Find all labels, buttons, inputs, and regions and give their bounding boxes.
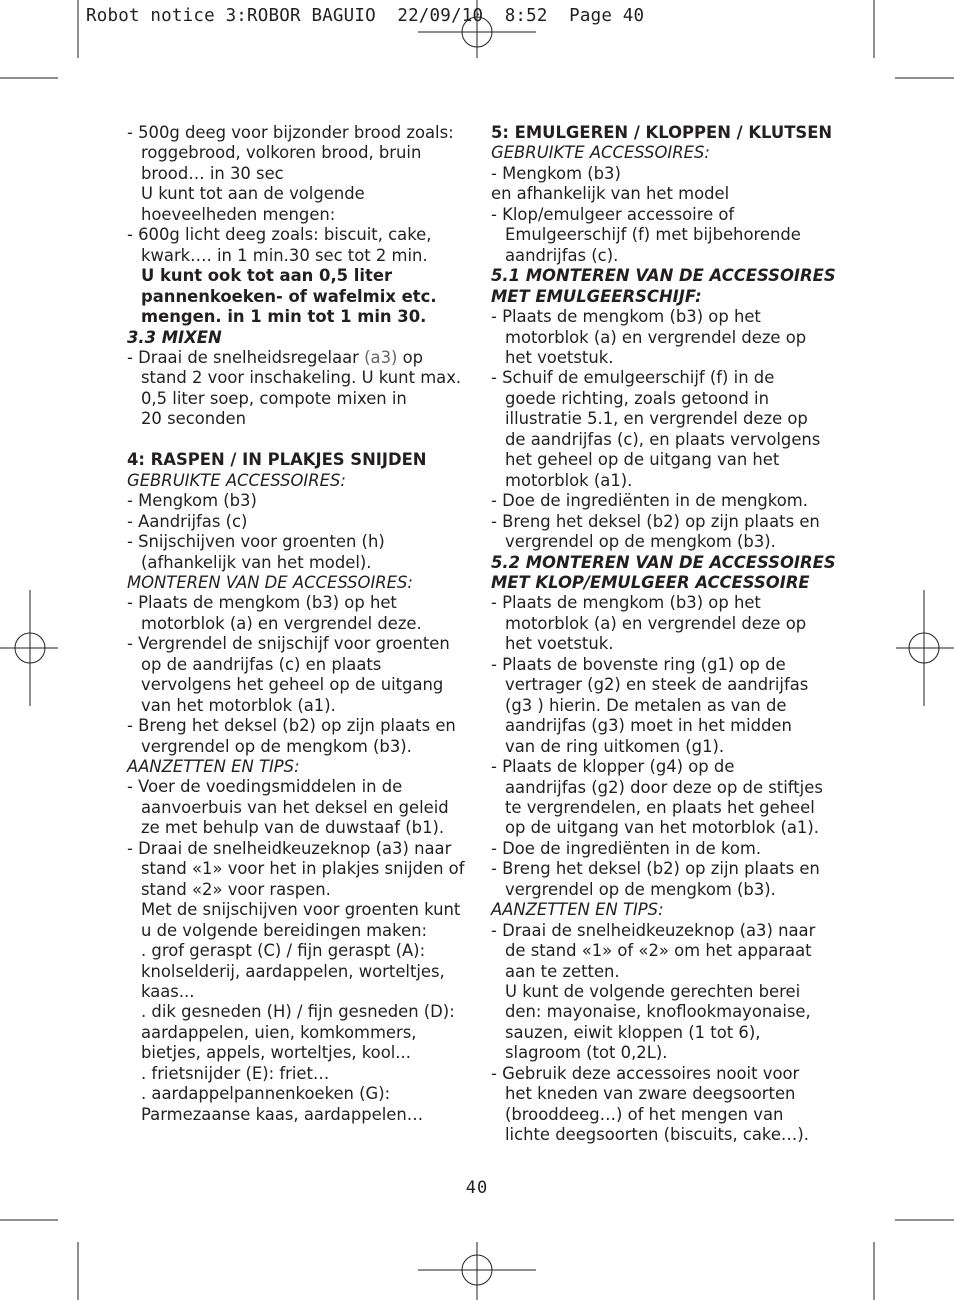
text-line: het kneden van zware deegsoorten — [505, 1084, 796, 1104]
text-line: bietjes, appels, worteltjes, kool... — [141, 1043, 411, 1063]
text-line: de aandrijfas (c), en plaats vervolgens — [505, 429, 821, 449]
text-line: motorblok (a) en vergrendel deze op — [505, 613, 807, 633]
subheading: GEBRUIKTE ACCESSOIRES: — [491, 143, 710, 163]
text-line: - Snijschijven voor groenten (h) — [127, 532, 385, 552]
text-line: goede richting, zoals getoond in — [505, 388, 769, 408]
text-line: roggebrood, volkoren brood, bruin — [141, 143, 422, 163]
text-line: . aardappelpannenkoeken (G): — [141, 1084, 391, 1104]
section-heading-5-1: MET EMULGEERSCHIJF: — [491, 286, 702, 306]
subheading: AANZETTEN EN TIPS: — [491, 900, 664, 920]
text-line: motorblok (a) en vergrendel deze. — [141, 613, 422, 633]
right-column — [491, 123, 836, 1146]
text-line: - Voer de voedingsmiddelen in de — [127, 777, 403, 797]
text-line: - Klop/emulgeer accessoire of — [491, 204, 735, 224]
section-heading-5-2: 5.2 MONTEREN VAN DE ACCESSOIRES — [491, 552, 836, 572]
text-line: - Schuif de emulgeerschijf (f) in de — [491, 368, 775, 388]
text-line: aan te zetten. — [505, 961, 620, 981]
text-line: op de aandrijfas (c) en plaats — [141, 654, 382, 674]
text-line: vergrendel op de mengkom (b3). — [505, 879, 776, 899]
subheading: AANZETTEN EN TIPS: — [127, 757, 300, 777]
text-line: stand 2 voor inschakeling. U kunt max. — [141, 368, 462, 388]
text-line: Parmezaanse kaas, aardappelen… — [141, 1104, 424, 1124]
text-line: aandrijfas (g2) door deze op de stiftjes — [505, 777, 823, 797]
text-run-gray: (a3) — [364, 347, 398, 367]
text-line: stand «1» voor het in plakjes snijden of — [141, 859, 465, 879]
text-line: de stand «1» of «2» om het apparaat — [505, 941, 812, 961]
section-heading-5-1: 5.1 MONTEREN VAN DE ACCESSOIRES — [491, 266, 836, 286]
printer-slug: Robot notice 3:ROBOR BAGUIO 22/09/10 8:52 Page 40 — [86, 6, 645, 26]
text-line: het voetstuk. — [505, 634, 614, 654]
text-line: - Mengkom (b3) — [491, 163, 621, 183]
text-line: aardappelen, uien, komkommers, — [141, 1022, 417, 1042]
text-line: motorblok (a1). — [505, 470, 633, 490]
text-line: - Plaats de bovenste ring (g1) op de — [491, 654, 786, 674]
text-line: - Mengkom (b3) — [127, 491, 257, 511]
text-line: den: mayonaise, knoflookmayonaise, — [505, 1002, 811, 1022]
text-line: en afhankelijk van het model — [491, 184, 730, 204]
page-number: 40 — [465, 1178, 489, 1198]
section-heading-emulgeren: 5: EMULGEREN / KLOPPEN / KLUTSEN — [491, 123, 833, 142]
text-line: het voetstuk. — [505, 347, 614, 367]
text-line: aandrijfas (c). — [505, 245, 619, 265]
text-line: brood… in 30 sec — [141, 163, 284, 183]
text-line: - Plaats de mengkom (b3) op het — [491, 593, 761, 613]
text-line: - Breng het deksel (b2) op zijn plaats en — [127, 716, 456, 736]
text-line: U kunt de volgende gerechten berei — [505, 982, 801, 1002]
text-line: knolselderij, aardappelen, worteltjes, — [141, 961, 445, 981]
subheading: MONTEREN VAN DE ACCESSOIRES: — [127, 572, 413, 592]
text-line: mengen. in 1 min tot 1 min 30. — [141, 307, 427, 327]
text-line: vergrendel op de mengkom (b3). — [141, 736, 412, 756]
left-column — [127, 123, 467, 1125]
text-line: ze met behulp van de duwstaaf (b1). — [141, 818, 445, 838]
text-line: het geheel op de uitgang van het — [505, 450, 780, 470]
text-line: Emulgeerschijf (f) met bijbehorende — [505, 225, 801, 245]
text-line: hoeveelheden mengen: — [141, 204, 336, 224]
text-line: - Draai de snelheidkeuzeknop (a3) naar — [127, 838, 452, 858]
section-heading-mixen: 3.3 MIXEN — [127, 327, 222, 347]
text-line: - Doe de ingrediënten in de kom. — [491, 838, 762, 858]
registration-mark-left — [0, 590, 58, 706]
spacer — [127, 430, 467, 450]
text-line: U kunt ook tot aan 0,5 liter — [141, 266, 393, 286]
text-run: - Draai de snelheidsregelaar — [127, 347, 365, 367]
text-line: vergrendel op de mengkom (b3). — [505, 532, 776, 552]
text-line: sauzen, eiwit kloppen (1 tot 6), — [505, 1022, 761, 1042]
text-line: - Gebruik deze accessoires nooit voor — [491, 1063, 800, 1083]
text-line: te vergrendelen, en plaats het geheel — [505, 797, 815, 817]
text-line: kaas... — [141, 982, 195, 1002]
text-line: - Vergrendel de snijschijf voor groenten — [127, 634, 450, 654]
registration-mark-bottom — [418, 1242, 536, 1300]
text-line: . dik gesneden (H) / fijn gesneden (D): — [141, 1002, 455, 1022]
text-line: motorblok (a) en vergrendel deze op — [505, 327, 807, 347]
text-line: van het motorblok (a1). — [141, 695, 336, 715]
text-line: - Breng het deksel (b2) op zijn plaats en — [491, 859, 820, 879]
text-line: aandrijfas (g3) moet in het midden — [505, 716, 792, 736]
text-line: lichte deegsoorten (biscuits, cake…). — [505, 1125, 809, 1145]
text-line: . frietsnijder (E): friet… — [141, 1063, 330, 1083]
text-line: - 500g deeg voor bijzonder brood zoals: — [127, 123, 454, 142]
text-line: vertrager (g2) en steek de aandrijfas — [505, 675, 809, 695]
text-line: U kunt tot aan de volgende — [141, 184, 365, 204]
subheading: GEBRUIKTE ACCESSOIRES: — [127, 470, 346, 490]
section-heading-raspen: 4: RASPEN / IN PLAKJES SNIJDEN — [127, 450, 427, 470]
text-line: - 600g licht deeg zoals: biscuit, cake, — [127, 225, 432, 245]
text-line: stand «2» voor raspen. — [141, 879, 331, 899]
text-line: vervolgens het geheel op de uitgang — [141, 675, 444, 695]
text-line: kwark…. in 1 min.30 sec tot 2 min. — [141, 245, 428, 265]
text-line: (g3 ) hierin. De metalen as van de — [505, 695, 787, 715]
text-line — [127, 348, 467, 368]
text-line: van de ring uitkomen (g1). — [505, 736, 725, 756]
text-line: . grof geraspt (C) / fijn geraspt (A): — [141, 941, 426, 961]
text-line: - Plaats de klopper (g4) op de — [491, 757, 735, 777]
text-run: op — [397, 347, 424, 367]
text-line: pannenkoeken- of wafelmix etc. — [141, 286, 437, 306]
text-line: Met de snijschijven voor groenten kunt — [141, 900, 461, 920]
text-line: op de uitgang van het motorblok (a1). — [505, 818, 819, 838]
text-line: u de volgende bereidingen maken: — [141, 920, 428, 940]
text-line: slagroom (tot 0,2L). — [505, 1043, 668, 1063]
registration-mark-right — [896, 590, 954, 706]
text-line: - Plaats de mengkom (b3) op het — [491, 307, 761, 327]
text-line: 0,5 liter soep, compote mixen in — [141, 388, 407, 408]
text-line: - Aandrijfas (c) — [127, 511, 248, 531]
text-line: - Breng het deksel (b2) op zijn plaats en — [491, 511, 820, 531]
text-line: - Draai de snelheidkeuzeknop (a3) naar — [491, 920, 816, 940]
text-line: (afhankelijk van het model). — [141, 552, 372, 572]
text-line: - Plaats de mengkom (b3) op het — [127, 593, 397, 613]
text-line: (brooddeeg…) of het mengen van — [505, 1104, 784, 1124]
text-line: 20 seconden — [141, 409, 246, 429]
section-heading-5-2: MET KLOP/EMULGEER ACCESSOIRE — [491, 572, 810, 592]
text-line: aanvoerbuis van het deksel en geleid — [141, 797, 449, 817]
text-line: - Doe de ingrediënten in de mengkom. — [491, 491, 808, 511]
text-line: illustratie 5.1, en vergrendel deze op — [505, 409, 808, 429]
